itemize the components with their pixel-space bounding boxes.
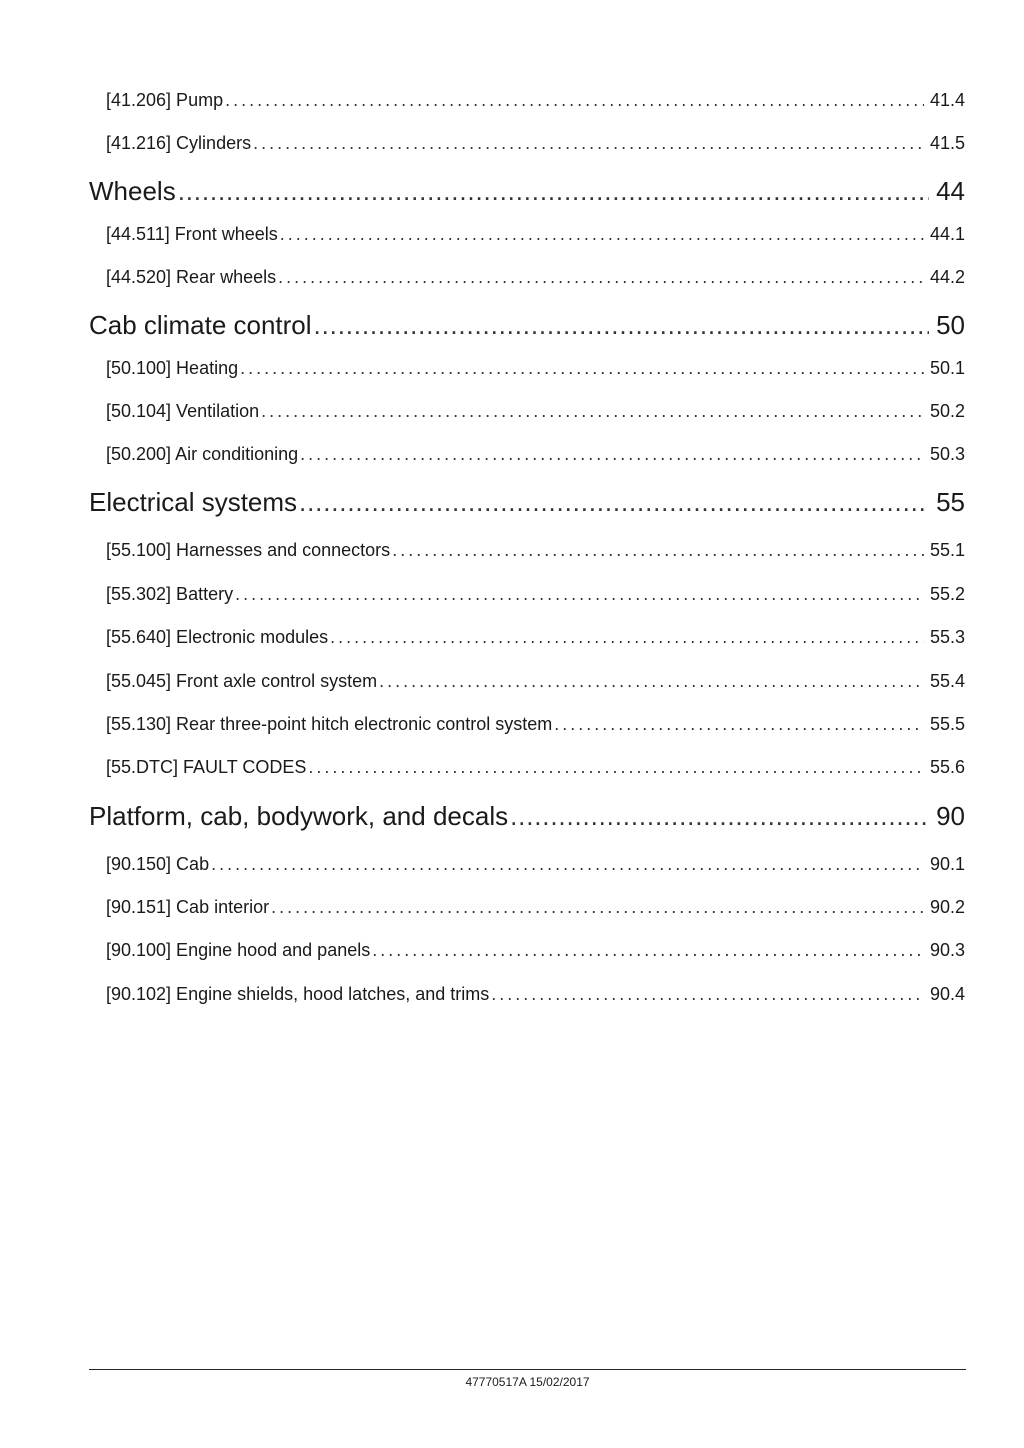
toc-entry-41-216[interactable] [106,133,965,157]
toc-entry-title: [44.520] Rear wheels [106,267,277,287]
toc-section-page: 55 [936,487,965,517]
dot-leader [280,224,924,245]
dot-leader [330,627,924,648]
toc-entry-title: [90.150] Cab [106,854,210,874]
dot-leader [300,444,924,465]
toc-entry-page: 50.3 [929,444,965,464]
dot-leader [308,757,924,778]
dot-leader [253,133,924,154]
toc-entry-page: 55.3 [929,627,965,647]
toc-entry-55-130[interactable] [106,714,965,738]
toc-entry-page: 44.2 [929,267,965,287]
toc-section-page: 50 [936,310,965,340]
toc-section-page: 44 [936,176,965,206]
dot-leader [225,90,924,111]
toc-entry-44-520[interactable] [106,267,965,291]
footer-divider [89,1369,966,1370]
dot-leader [299,487,929,518]
dot-leader [379,671,924,692]
toc-entry-55-100[interactable] [106,540,965,564]
footer-document-id: 47770517A 15/02/2017 [465,1375,590,1389]
toc-entry-page: 44.1 [929,224,965,244]
toc-section-electrical-systems[interactable] [89,487,965,521]
toc-entry-90-151[interactable] [106,897,965,921]
toc-entry-page: 90.4 [929,984,965,1004]
toc-entry-55-dtc[interactable] [106,757,965,781]
toc-entry-title: [55.045] Front axle control system [106,671,378,691]
toc-entry-title: [55.640] Electronic modules [106,627,329,647]
toc-section-cab-climate-control[interactable] [89,310,965,344]
toc-entry-page: 90.3 [929,940,965,960]
toc-section-wheels[interactable] [89,176,965,210]
toc-entry-page: 50.1 [929,358,965,378]
toc-entry-title: [50.100] Heating [106,358,239,378]
toc-entry-55-045[interactable] [106,671,965,695]
dot-leader [491,984,924,1005]
toc-entry-title: [90.102] Engine shields, hood latches, and trims [106,984,490,1004]
dot-leader [554,714,924,735]
dot-leader [392,540,924,561]
toc-entry-page: 55.4 [929,671,965,691]
toc-entry-title: [50.104] Ventilation [106,401,260,421]
toc-entry-50-104[interactable] [106,401,965,425]
dot-leader [211,854,924,875]
dot-leader [372,940,924,961]
toc-entry-page: 41.5 [929,133,965,153]
toc-entry-page: 50.2 [929,401,965,421]
toc-entry-title: [41.216] Cylinders [106,133,252,153]
toc-entry-page: 90.2 [929,897,965,917]
toc-entry-page: 90.1 [929,854,965,874]
toc-entry-title: [90.151] Cab interior [106,897,270,917]
dot-leader [235,584,924,605]
toc-entry-50-100[interactable] [106,358,965,382]
toc-entry-title: [55.100] Harnesses and connectors [106,540,391,560]
dot-leader [314,310,929,341]
toc-section-title: Electrical systems [89,487,298,517]
dot-leader [278,267,924,288]
dot-leader [510,801,929,832]
dot-leader [240,358,924,379]
toc-entry-55-640[interactable] [106,627,965,651]
toc-entry-41-206[interactable] [106,90,965,114]
toc-entry-title: [50.200] Air conditioning [106,444,299,464]
toc-entry-page: 55.2 [929,584,965,604]
toc-entry-title: [55.302] Battery [106,584,234,604]
dot-leader [178,176,929,207]
toc-entry-44-511[interactable] [106,224,965,248]
toc-entry-title: [55.DTC] FAULT CODES [106,757,307,777]
toc-entry-90-150[interactable] [106,854,965,878]
toc-entry-title: [55.130] Rear three-point hitch electronic control system [106,714,553,734]
toc-entry-90-102[interactable] [106,984,965,1008]
toc-entry-55-302[interactable] [106,584,965,608]
toc-section-title: Wheels [89,176,176,206]
toc-entry-title: [41.206] Pump [106,90,224,110]
toc-section-page: 90 [936,801,965,831]
dot-leader [271,897,924,918]
toc-entry-50-200[interactable] [106,444,965,468]
toc-entry-90-100[interactable] [106,940,965,964]
toc-section-platform-cab-bodywork-decals[interactable] [89,801,965,835]
toc-section-title: Cab climate control [89,310,312,340]
dot-leader [261,401,924,422]
toc-section-title: Platform, cab, bodywork, and decals [89,801,509,831]
toc-entry-page: 41.4 [929,90,965,110]
toc-entry-page: 55.1 [929,540,965,560]
toc-entry-title: [44.511] Front wheels [106,224,278,244]
toc-entry-page: 55.6 [929,757,965,777]
toc-entry-page: 55.5 [929,714,965,734]
toc-entry-title: [90.100] Engine hood and panels [106,940,371,960]
